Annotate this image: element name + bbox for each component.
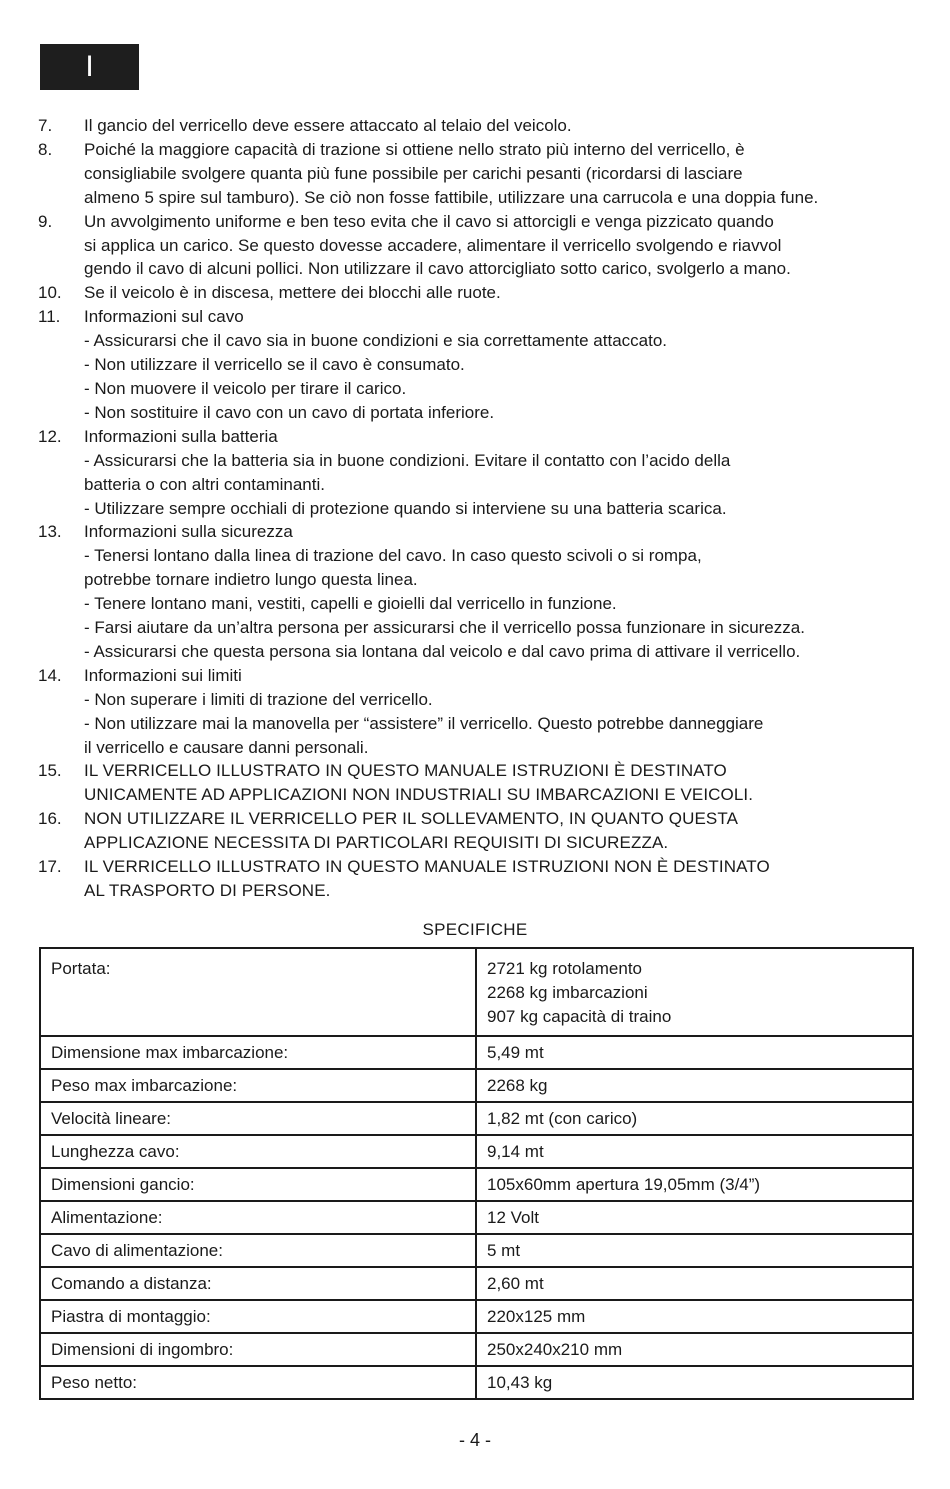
list-item-number: 16. <box>38 809 62 829</box>
spec-label: Dimensioni gancio: <box>40 1168 476 1201</box>
list-item <box>38 520 918 663</box>
spec-value-line: 250x240x210 mm <box>487 1339 623 1359</box>
list-item-text <box>84 664 918 760</box>
text-line: UNICAMENTE AD APPLICAZIONI NON INDUSTRIALI SU IMBARCAZIONI E VEICOLI. <box>84 785 754 805</box>
table-row <box>40 1168 913 1201</box>
spec-label: Dimensione max imbarcazione: <box>40 1036 476 1069</box>
list-item-text <box>84 807 918 855</box>
list-item-text <box>84 425 918 521</box>
spec-value <box>476 1234 913 1267</box>
table-row <box>40 1102 913 1135</box>
list-item <box>38 305 918 425</box>
list-item <box>38 425 918 521</box>
spec-value-line: 1,82 mt (con carico) <box>487 1108 638 1128</box>
text-line: Informazioni sulla sicurezza <box>84 522 293 542</box>
text-line: batteria o con altri contaminanti. <box>84 474 325 494</box>
spec-value-line: 220x125 mm <box>487 1306 586 1326</box>
text-line: consigliabile svolgere quanta più fune possibile per carichi pesanti (ricordarsi di lasciare <box>84 163 743 183</box>
text-line: Informazioni sul cavo <box>84 307 244 327</box>
spec-value-line: 9,14 mt <box>487 1141 544 1161</box>
list-item-text <box>84 855 918 903</box>
spec-value-line: 2,60 mt <box>487 1273 544 1293</box>
list-item-number: 17. <box>38 857 62 877</box>
table-row <box>40 1036 913 1069</box>
table-row <box>40 1366 913 1399</box>
spec-label: Velocità lineare: <box>40 1102 476 1135</box>
spec-value-line: 2268 kg imbarcazioni <box>487 983 648 1002</box>
table-row <box>40 1300 913 1333</box>
text-line: - Non utilizzare mai la manovella per “assistere” il verricello. Questo potrebbe danneggiare <box>84 713 764 733</box>
list-item <box>38 138 918 210</box>
list-item-number: 10. <box>38 283 62 303</box>
list-item-text <box>84 138 918 210</box>
text-line: Se il veicolo è in discesa, mettere dei blocchi alle ruote. <box>84 283 501 303</box>
spec-label: Piastra di montaggio: <box>40 1300 476 1333</box>
spec-value <box>476 1036 913 1069</box>
list-item-number: 8. <box>38 139 53 159</box>
spec-value <box>476 1366 913 1399</box>
list-item-number: 13. <box>38 522 62 542</box>
list-item <box>38 210 918 282</box>
spec-label: Peso max imbarcazione: <box>40 1069 476 1102</box>
list-item-text <box>84 305 918 425</box>
list-item <box>38 114 918 138</box>
list-item <box>38 664 918 760</box>
spec-value <box>476 1267 913 1300</box>
list-item-text <box>84 210 918 282</box>
table-row <box>40 948 913 1036</box>
spec-value <box>476 1102 913 1135</box>
text-line: IL VERRICELLO ILLUSTRATO IN QUESTO MANUALE ISTRUZIONI È DESTINATO <box>84 761 727 781</box>
spec-value <box>476 1135 913 1168</box>
text-line: - Tenere lontano mani, vestiti, capelli e gioielli dal verricello in funzione. <box>84 594 617 614</box>
table-row <box>40 1201 913 1234</box>
text-line: - Farsi aiutare da un’altra persona per assicurarsi che il verricello possa funzionare in sicurezza. <box>84 618 805 638</box>
text-line: - Assicurarsi che questa persona sia lontana dal veicolo e dal cavo prima di attivare il verricello. <box>84 641 801 661</box>
text-line: - Assicurarsi che la batteria sia in buone condizioni. Evitare il contatto con l’acido della <box>84 450 731 470</box>
list-item <box>38 281 918 305</box>
spec-value-line: 2268 kg <box>487 1075 548 1095</box>
spec-value <box>476 1300 913 1333</box>
table-row <box>40 1234 913 1267</box>
text-line: - Non superare i limiti di trazione del verricello. <box>84 689 433 709</box>
text-line: Il gancio del verricello deve essere attaccato al telaio del veicolo. <box>84 116 572 135</box>
specs-title: SPECIFICHE <box>422 920 528 939</box>
list-item <box>38 759 918 807</box>
spec-label: Comando a distanza: <box>40 1267 476 1300</box>
list-item-number: 9. <box>38 211 53 231</box>
spec-value <box>476 1069 913 1102</box>
text-line: gendo il cavo di alcuni pollici. Non utilizzare il cavo attorcigliato sotto carico, svolgerlo a mano. <box>84 259 791 279</box>
language-tab: I <box>40 44 139 90</box>
spec-value-line: 5,49 mt <box>487 1042 544 1062</box>
spec-value-line: 2721 kg rotolamento <box>487 959 642 978</box>
spec-label: Portata: <box>40 948 476 1036</box>
text-line: NON UTILIZZARE IL VERRICELLO PER IL SOLLEVAMENTO, IN QUANTO QUESTA <box>84 809 739 829</box>
spec-value-line: 5 mt <box>487 1240 521 1260</box>
list-item-text <box>84 759 918 807</box>
text-line: si applica un carico. Se questo dovesse accadere, alimentare il verricello svolgendo e riavvol <box>84 235 782 255</box>
text-line: - Non sostituire il cavo con un cavo di portata inferiore. <box>84 402 495 422</box>
text-line: APPLICAZIONE NECESSITA DI PARTICOLARI REQUISITI DI SICUREZZA. <box>84 833 669 853</box>
spec-value <box>476 1201 913 1234</box>
table-row <box>40 1069 913 1102</box>
spec-value <box>476 948 913 1036</box>
spec-label: Dimensioni di ingombro: <box>40 1333 476 1366</box>
text-line: Un avvolgimento uniforme e ben teso evita che il cavo si attorcigli e venga pizzicato quando <box>84 211 774 231</box>
table-row <box>40 1333 913 1366</box>
instruction-list <box>38 114 918 903</box>
list-item <box>38 807 918 855</box>
spec-label: Alimentazione: <box>40 1201 476 1234</box>
text-line: AL TRASPORTO DI PERSONE. <box>84 881 331 900</box>
text-line: Informazioni sui limiti <box>84 665 242 685</box>
list-item-number: 14. <box>38 665 62 685</box>
table-row <box>40 1267 913 1300</box>
text-line: - Assicurarsi che il cavo sia in buone condizioni e sia correttamente attaccato. <box>84 331 668 351</box>
list-item-number: 12. <box>38 426 62 446</box>
list-item-number: 15. <box>38 761 62 781</box>
list-item-text <box>84 281 918 305</box>
text-line: Poiché la maggiore capacità di trazione si ottiene nello strato più interno del verricello, è <box>84 139 745 159</box>
text-line: potrebbe tornare indietro lungo questa linea. <box>84 570 418 590</box>
text-line: il verricello e causare danni personali. <box>84 737 369 757</box>
spec-value-line: 10,43 kg <box>487 1372 553 1392</box>
spec-value <box>476 1168 913 1201</box>
text-line: - Utilizzare sempre occhiali di protezione quando si interviene su una batteria scarica. <box>84 498 727 518</box>
text-line: almeno 5 spire sul tamburo). Se ciò non fosse fattibile, utilizzare una carrucola e una doppia fune. <box>84 187 819 207</box>
text-line: - Non utilizzare il verricello se il cavo è consumato. <box>84 355 465 375</box>
specs-table <box>39 947 914 1400</box>
page-number: - 4 - <box>458 1430 491 1450</box>
text-line: - Tenersi lontano dalla linea di trazione del cavo. In caso questo scivoli o si rompa, <box>84 546 702 566</box>
list-item-number: 11. <box>38 307 61 327</box>
list-item-text <box>84 520 918 663</box>
list-item-text <box>84 114 918 138</box>
spec-label: Lunghezza cavo: <box>40 1135 476 1168</box>
spec-value <box>476 1333 913 1366</box>
table-row <box>40 1135 913 1168</box>
list-item <box>38 855 918 903</box>
spec-value-line: 907 kg capacità di traino <box>487 1007 672 1026</box>
spec-label: Cavo di alimentazione: <box>40 1234 476 1267</box>
text-line: - Non muovere il veicolo per tirare il carico. <box>84 378 407 398</box>
spec-value-line: 12 Volt <box>487 1207 539 1227</box>
text-line: Informazioni sulla batteria <box>84 426 278 446</box>
spec-value-line: 105x60mm apertura 19,05mm (3/4”) <box>487 1174 761 1194</box>
spec-label: Peso netto: <box>40 1366 476 1399</box>
text-line: IL VERRICELLO ILLUSTRATO IN QUESTO MANUALE ISTRUZIONI NON È DESTINATO <box>84 857 770 877</box>
list-item-number: 7. <box>38 116 53 135</box>
